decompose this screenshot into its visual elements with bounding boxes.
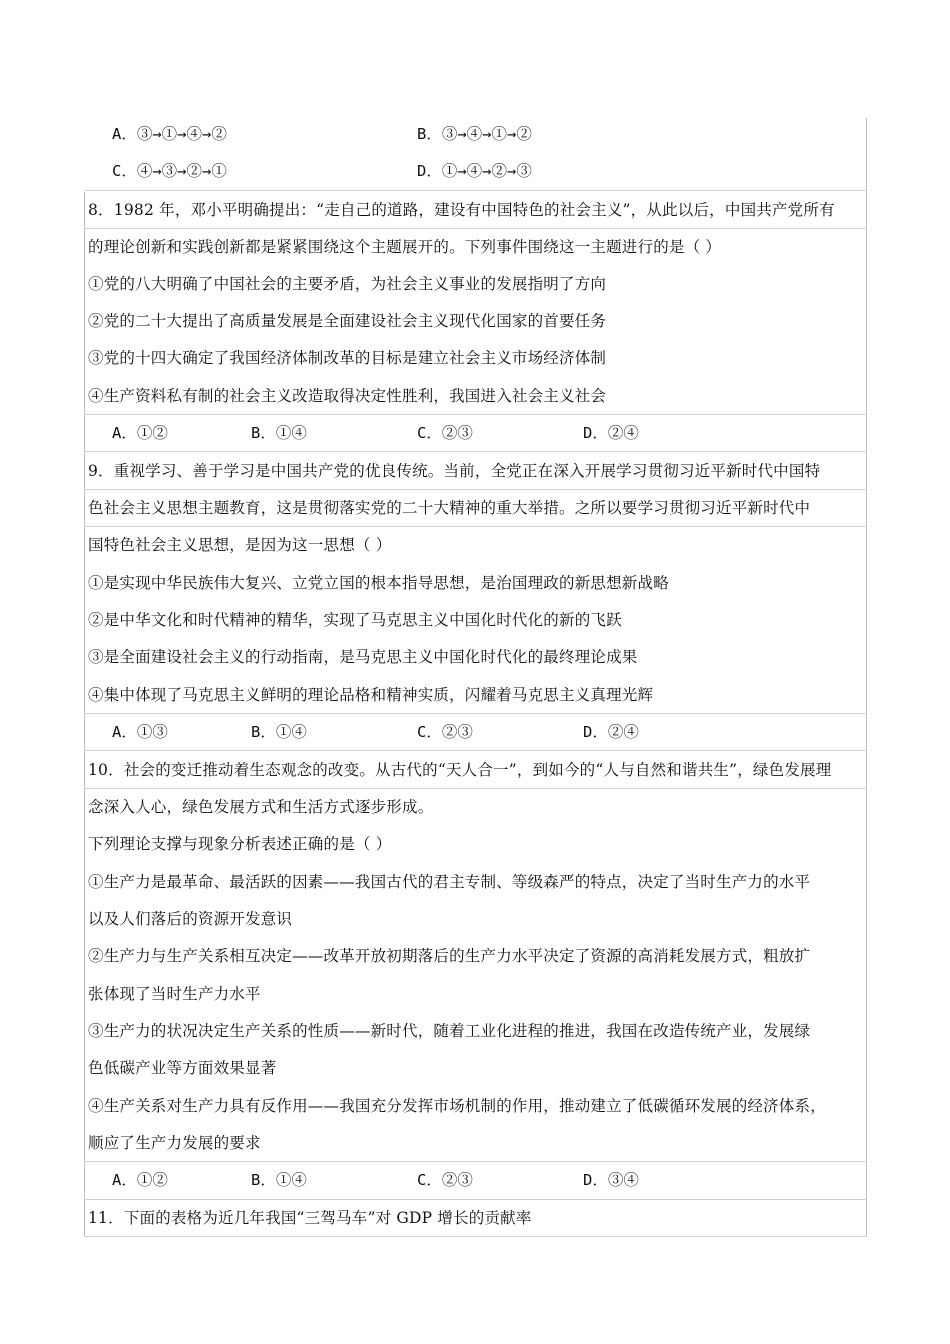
q9-item-3: ③是全面建设社会主义的行动指南，是马克思主义中国化时代化的最终理论成果 (88, 648, 638, 666)
q8-item-4: ④生产资料私有制的社会主义改造取得决定性胜利，我国进入社会主义社会 (88, 387, 607, 405)
q8-item-1: ①党的八大明确了中国社会的主要矛盾，为社会主义事业的发展指明了方向 (88, 275, 607, 293)
divider (84, 414, 867, 415)
q8-option-c: C．②③ (417, 424, 473, 442)
divider (84, 228, 867, 229)
q9-option-d: D．②④ (583, 723, 639, 741)
q10-item-1-line-2: 以及人们落后的资源开发意识 (88, 910, 293, 928)
q10-item-2-line-2: 张体现了当时生产力水平 (88, 985, 261, 1003)
right-margin-rule (866, 118, 867, 1236)
q10-item-3-line-1: ③生产力的状况决定生产关系的性质——新时代，随着工业化进程的推进，我国在改造传统产业，发展绿 (88, 1022, 811, 1040)
divider (84, 190, 867, 191)
q9-option-a: A．①③ (112, 723, 168, 741)
q9-stem-line-1: 9．重视学习、善于学习是中国共产党的优良传统。当前，全党正在深入开展学习贯彻习近平新时代中国特 (88, 462, 821, 480)
q7-option-a: A．③→①→④→② (112, 125, 227, 143)
q9-item-2: ②是中华文化和时代精神的精华，实现了马克思主义中国化时代化的新的飞跃 (88, 611, 622, 629)
q10-option-d: D．③④ (583, 1171, 639, 1189)
q7-option-b: B．③→④→①→② (417, 125, 532, 143)
q9-stem-line-2: 色社会主义思想主题教育，这是贯彻落实党的二十大精神的重大举措。之所以要学习贯彻习近平新时代中 (88, 499, 811, 517)
q10-option-b: B．①④ (251, 1171, 307, 1189)
q7-option-c: C．④→③→②→① (112, 162, 227, 180)
q10-item-4-line-1: ④生产关系对生产力具有反作用——我国充分发挥市场机制的作用，推动建立了低碳循环发展的经济体系， (88, 1097, 826, 1115)
divider (84, 526, 867, 527)
q8-stem-line-1: 8．1982 年，邓小平明确提出：“走自己的道路，建设有中国特色的社会主义”，从此以后，中国共产党所有 (88, 201, 835, 219)
q8-option-b: B．①④ (251, 424, 307, 442)
q10-item-2-line-1: ②生产力与生产关系相互决定——改革开放初期落后的生产力水平决定了资源的高消耗发展方式，粗放扩 (88, 947, 811, 965)
q9-item-4: ④集中体现了马克思主义鲜明的理论品格和精神实质，闪耀着马克思主义真理光辉 (88, 686, 654, 704)
q8-option-d: D．②④ (583, 424, 639, 442)
divider (84, 451, 867, 452)
q10-item-4-line-2: 顺应了生产力发展的要求 (88, 1134, 261, 1152)
divider (84, 713, 867, 714)
q9-item-1: ①是实现中华民族伟大复兴、立党立国的根本指导思想，是治国理政的新思想新战略 (88, 574, 669, 592)
q11-stem: 11．下面的表格为近几年我国“三驾马车”对 GDP 增长的贡献率 (88, 1209, 532, 1227)
q10-stem-line-1: 10．社会的变迁推动着生态观念的改变。从古代的“天人合一”，到如今的“人与自然和谐共生”，绿色发展理 (88, 761, 832, 779)
q8-item-2: ②党的二十大提出了高质量发展是全面建设社会主义现代化国家的首要任务 (88, 312, 607, 330)
q8-item-3: ③党的十四大确定了我国经济体制改革的目标是建立社会主义市场经济体制 (88, 349, 607, 367)
q10-stem-line-3: 下列理论支撑与现象分析表述正确的是（ ） (88, 835, 392, 853)
q7-option-d: D．①→④→②→③ (417, 162, 532, 180)
divider (84, 750, 867, 751)
q9-option-b: B．①④ (251, 723, 307, 741)
divider (84, 788, 867, 789)
q9-option-c: C．②③ (417, 723, 473, 741)
left-margin-rule (84, 192, 85, 1236)
q8-stem-line-2: 的理论创新和实践创新都是紧紧围绕这个主题展开的。下列事件围绕这一主题进行的是（ ） (88, 238, 722, 256)
q10-item-1-line-1: ①生产力是最革命、最活跃的因素——我国古代的君主专制、等级森严的特点，决定了当时生产力的水平 (88, 873, 811, 891)
divider (84, 1161, 867, 1162)
divider (84, 1236, 867, 1237)
q8-option-a: A．①② (112, 424, 168, 442)
q10-stem-line-2: 念深入人心，绿色发展方式和生活方式逐步形成。 (88, 798, 434, 816)
q10-option-c: C．②③ (417, 1171, 473, 1189)
q10-option-a: A．①② (112, 1171, 168, 1189)
divider (84, 489, 867, 490)
divider (84, 1199, 867, 1200)
q9-stem-line-3: 国特色社会主义思想，是因为这一思想（ ） (88, 536, 392, 554)
q10-item-3-line-2: 色低碳产业等方面效果显著 (88, 1059, 277, 1077)
